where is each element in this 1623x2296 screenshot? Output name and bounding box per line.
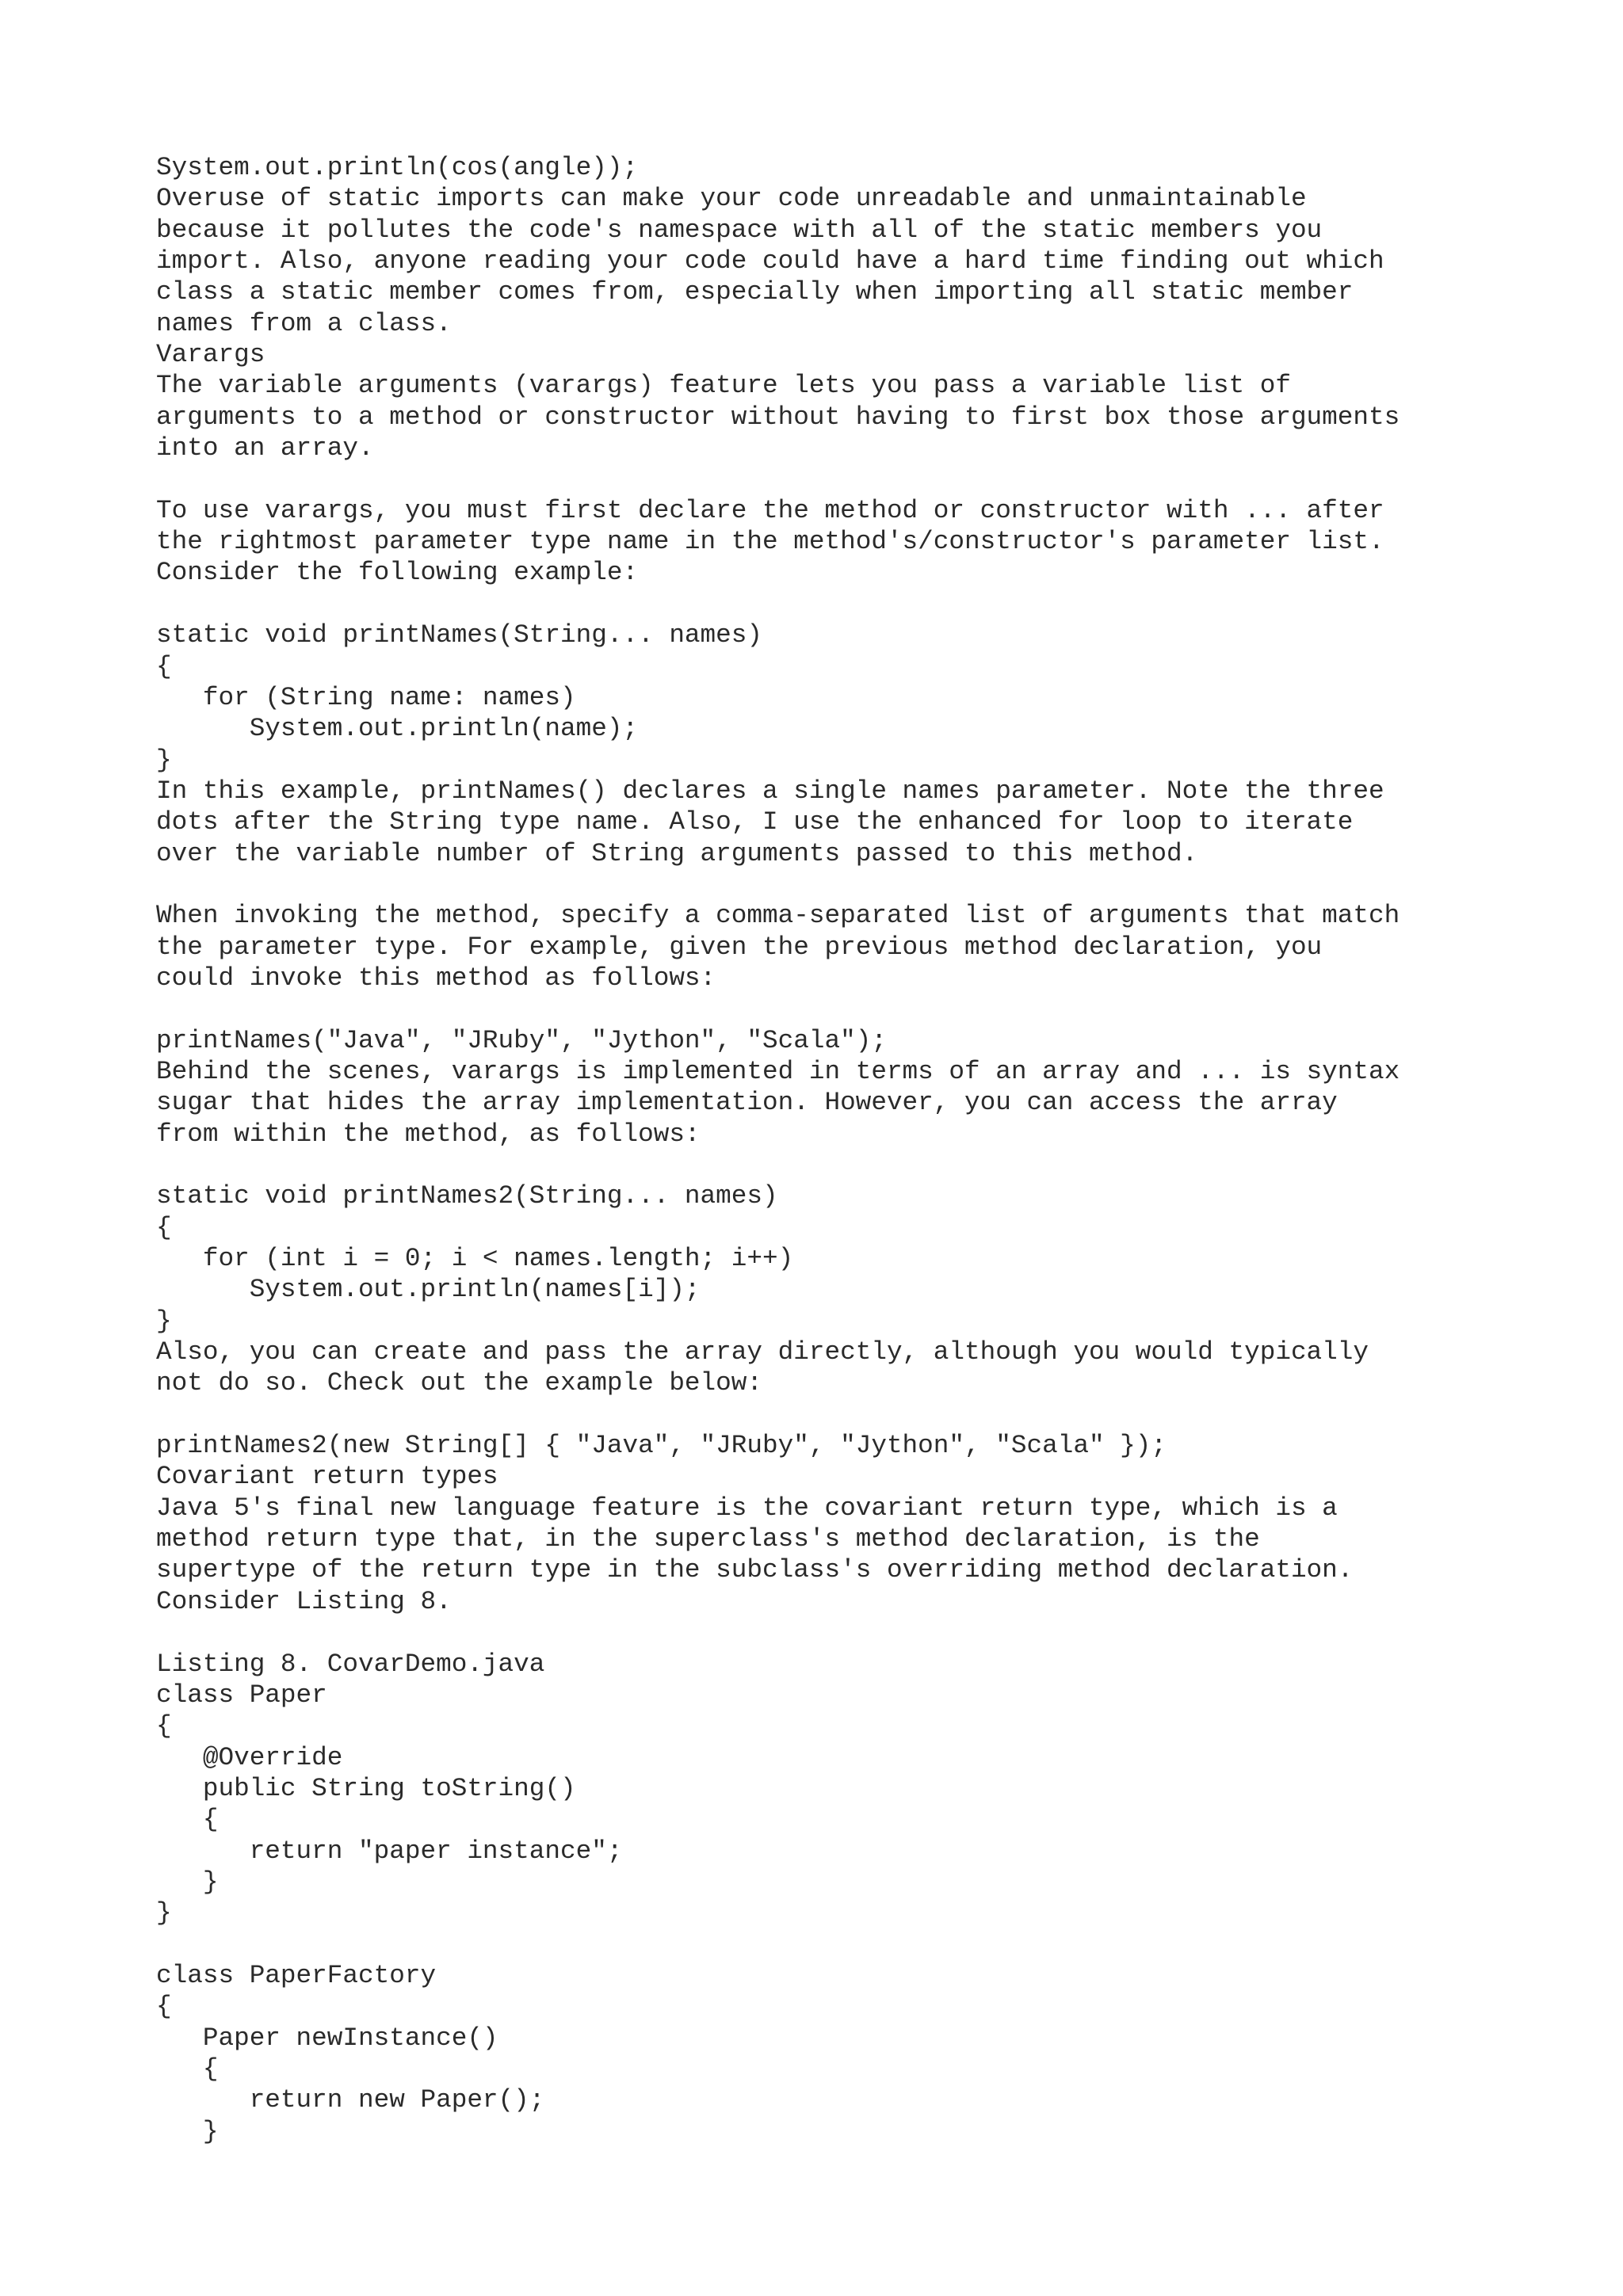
blank-line — [156, 869, 1598, 900]
text-line: Consider Listing 8. — [156, 1586, 452, 1616]
text-line: System.out.println(cos(angle)); — [156, 153, 639, 182]
code-line: printNames2(new String[] { "Java", "JRuby", "Jython", "Scala" }); — [156, 1431, 1167, 1461]
blank-line — [156, 1399, 1598, 1430]
text-line: In this example, printNames() declares a single names parameter. Note the three — [156, 776, 1384, 806]
text-line: The variable arguments (varargs) feature lets you pass a variable list of — [156, 371, 1291, 401]
code-line: Paper newInstance() — [156, 2023, 498, 2053]
code-line: { — [156, 1805, 219, 1835]
text-line: Overuse of static imports can make your code unreadable and unmaintainable — [156, 184, 1307, 214]
text-line: class a static member comes from, especially when importing all static member — [156, 277, 1354, 307]
text-line: the rightmost parameter type name in the method's/constructor's parameter list. — [156, 527, 1384, 557]
blank-line — [156, 994, 1598, 1024]
code-line: } — [156, 1898, 172, 1928]
code-line: return "paper instance"; — [156, 1836, 623, 1866]
code-line: static void printNames(String... names) — [156, 620, 763, 650]
text-line: into an array. — [156, 433, 374, 463]
text-line: because it pollutes the code's namespace with all of the static members you — [156, 215, 1323, 245]
text-line: could invoke this method as follows: — [156, 963, 716, 993]
code-line: @Override — [156, 1742, 343, 1772]
blank-line — [156, 1617, 1598, 1648]
code-line: static void printNames2(String... names) — [156, 1181, 778, 1211]
text-line: the parameter type. For example, given the previous method declaration, you — [156, 932, 1323, 962]
code-line: { — [156, 1212, 172, 1242]
code-line: System.out.println(names[i]); — [156, 1275, 701, 1305]
code-line: public String toString() — [156, 1773, 576, 1803]
code-line: } — [156, 1867, 219, 1897]
text-line: dots after the String type name. Also, I use the enhanced for loop to iterate — [156, 807, 1354, 837]
text-line: not do so. Check out the example below: — [156, 1368, 763, 1398]
text-line: Consider the following example: — [156, 558, 639, 588]
code-line: { — [156, 1992, 172, 2022]
text-line: When invoking the method, specify a comma-separated list of arguments that match — [156, 901, 1400, 931]
text-line: supertype of the return type in the subclass's overriding method declaration. — [156, 1555, 1354, 1585]
code-line: { — [156, 2054, 219, 2084]
text-line: Java 5's final new language feature is the covariant return type, which is a — [156, 1493, 1338, 1523]
code-line: printNames("Java", "JRuby", "Jython", "Scala"); — [156, 1025, 887, 1055]
blank-line — [156, 589, 1598, 620]
code-line: } — [156, 1306, 172, 1336]
text-line: method return type that, in the superclass's method declaration, is the — [156, 1524, 1260, 1554]
text-line: Also, you can create and pass the array directly, although you would typically — [156, 1337, 1369, 1367]
text-line: names from a class. — [156, 308, 452, 338]
code-line: { — [156, 651, 172, 681]
code-line: for (String name: names) — [156, 682, 576, 712]
code-line: for (int i = 0; i < names.length; i++) — [156, 1244, 794, 1274]
code-line: } — [156, 2116, 219, 2146]
code-line: class PaperFactory — [156, 1960, 437, 1990]
text-line: from within the method, as follows: — [156, 1119, 701, 1149]
listing-caption: Listing 8. CovarDemo.java — [156, 1649, 545, 1679]
blank-line — [156, 463, 1598, 494]
section-heading-covariant: Covariant return types — [156, 1462, 498, 1492]
text-line: arguments to a method or constructor without having to first box those arguments — [156, 402, 1400, 432]
code-line: class Paper — [156, 1680, 327, 1710]
section-heading-varargs: Varargs — [156, 340, 265, 370]
text-line: over the variable number of String arguments passed to this method. — [156, 838, 1198, 868]
document-page — [156, 152, 1598, 2147]
text-line: sugar that hides the array implementation. However, you can access the array — [156, 1088, 1338, 1118]
code-line: { — [156, 1711, 172, 1741]
text-line: import. Also, anyone reading your code could have a hard time finding out which — [156, 246, 1384, 277]
blank-line — [156, 1150, 1598, 1180]
blank-line — [156, 1929, 1598, 1960]
code-line: System.out.println(name); — [156, 714, 639, 744]
text-line: Behind the scenes, varargs is implemented in terms of an array and ... is syntax — [156, 1056, 1400, 1086]
code-line: } — [156, 745, 172, 775]
text-line: To use varargs, you must first declare the method or constructor with ... after — [156, 495, 1384, 525]
code-line: return new Paper(); — [156, 2085, 545, 2115]
